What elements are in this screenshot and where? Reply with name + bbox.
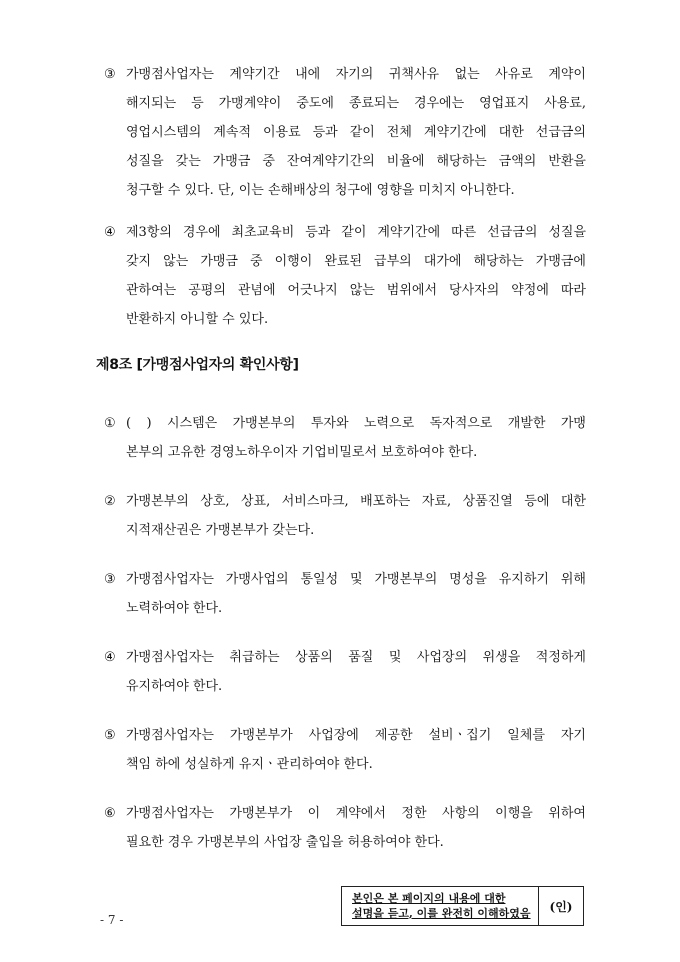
paragraph-number: ① [104, 416, 116, 431]
paragraph-2 [104, 487, 586, 545]
confirmation-statement [342, 887, 539, 925]
paragraph-line: 유지하여야 한다. [126, 679, 223, 694]
paragraph-number: ③ [104, 67, 116, 82]
paragraph-3 [104, 565, 586, 623]
section-heading: 제8조 [가맹점사업자의 확인사항] [96, 357, 299, 373]
paragraph-line: 노력하여야 한다. [126, 601, 223, 616]
paragraph-number: ⑤ [104, 728, 116, 743]
signature-field[interactable]: (인) [549, 899, 573, 914]
paragraph-4-top [104, 218, 586, 334]
paragraph-line: 지적재산권은 가맹본부가 갖는다. [126, 523, 315, 538]
paragraph-line: 제3항의 경우에 최초교육비 등과 같이 계약기간에 따른 선급금의 성질을 [126, 225, 586, 240]
page-number: - 7 - [100, 913, 124, 927]
paragraph-number: ④ [104, 225, 116, 240]
confirmation-box [341, 886, 584, 926]
paragraph-line: 성질을 갖는 가맹금 중 잔여계약기간의 비율에 해당하는 금액의 반환을 [126, 154, 586, 169]
paragraph-line: 가맹점사업자는 가맹본부가 사업장에 제공한 설비ㆍ집기 일체를 자기 [126, 728, 586, 743]
paragraph-line: 관하여는 공평의 관념에 어긋나지 않는 범위에서 당사자의 약정에 따라 [126, 283, 586, 298]
paragraph-line: 책임 하에 성실하게 유지ㆍ관리하여야 한다. [126, 757, 373, 772]
paragraph-line: 반환하지 아니할 수 있다. [126, 312, 269, 327]
paragraph-line: 가맹점사업자는 가맹본부가 이 계약에서 정한 사항의 이행을 위하여 [126, 806, 586, 821]
paragraph-3-top [104, 60, 586, 205]
confirmation-line: 설명을 듣고, 이를 완전히 이해하였음 [352, 907, 531, 920]
paragraph-line: 청구할 수 있다. 단, 이는 손해배상의 청구에 영향을 미치지 아니한다. [126, 183, 515, 198]
paragraph-1 [104, 409, 586, 467]
paragraph-line: 영업시스템의 계속적 이용료 등과 같이 전체 계약기간에 대한 선급금의 [126, 125, 586, 140]
paragraph-line: 본부의 고유한 경영노하우이자 기업비밀로서 보호하여야 한다. [126, 445, 478, 460]
paragraph-line: 가맹점사업자는 가맹사업의 통일성 및 가맹본부의 명성을 유지하기 위해 [126, 572, 586, 587]
paragraph-number: ④ [104, 650, 116, 665]
paragraph-line: 가맹점사업자는 계약기간 내에 자기의 귀책사유 없는 사유로 계약이 [126, 67, 586, 82]
paragraph-line: 해지되는 등 가맹계약이 중도에 종료되는 경우에는 영업표지 사용료, [126, 96, 586, 111]
paragraph-line: 필요한 경우 가맹본부의 사업장 출입을 허용하여야 한다. [126, 835, 444, 850]
paragraph-number: ⑥ [104, 806, 116, 821]
paragraph-5 [104, 721, 586, 779]
paragraph-6 [104, 799, 586, 857]
paragraph-line: 가맹본부의 상호, 상표, 서비스마크, 배포하는 자료, 상품진열 등에 대한 [126, 494, 586, 509]
paragraph-line: 갖지 않는 가맹금 중 이행이 완료된 급부의 대가에 해당하는 가맹금에 [126, 254, 586, 269]
paragraph-4 [104, 643, 586, 701]
paragraph-number: ③ [104, 572, 116, 587]
paragraph-number: ② [104, 494, 116, 509]
confirmation-line: 본인은 본 페이지의 내용에 대한 [352, 892, 506, 905]
paragraph-line: ( ) 시스템은 가맹본부의 투자와 노력으로 독자적으로 개발한 가맹 [126, 416, 586, 431]
paragraph-line: 가맹점사업자는 취급하는 상품의 품질 및 사업장의 위생을 적정하게 [126, 650, 586, 665]
